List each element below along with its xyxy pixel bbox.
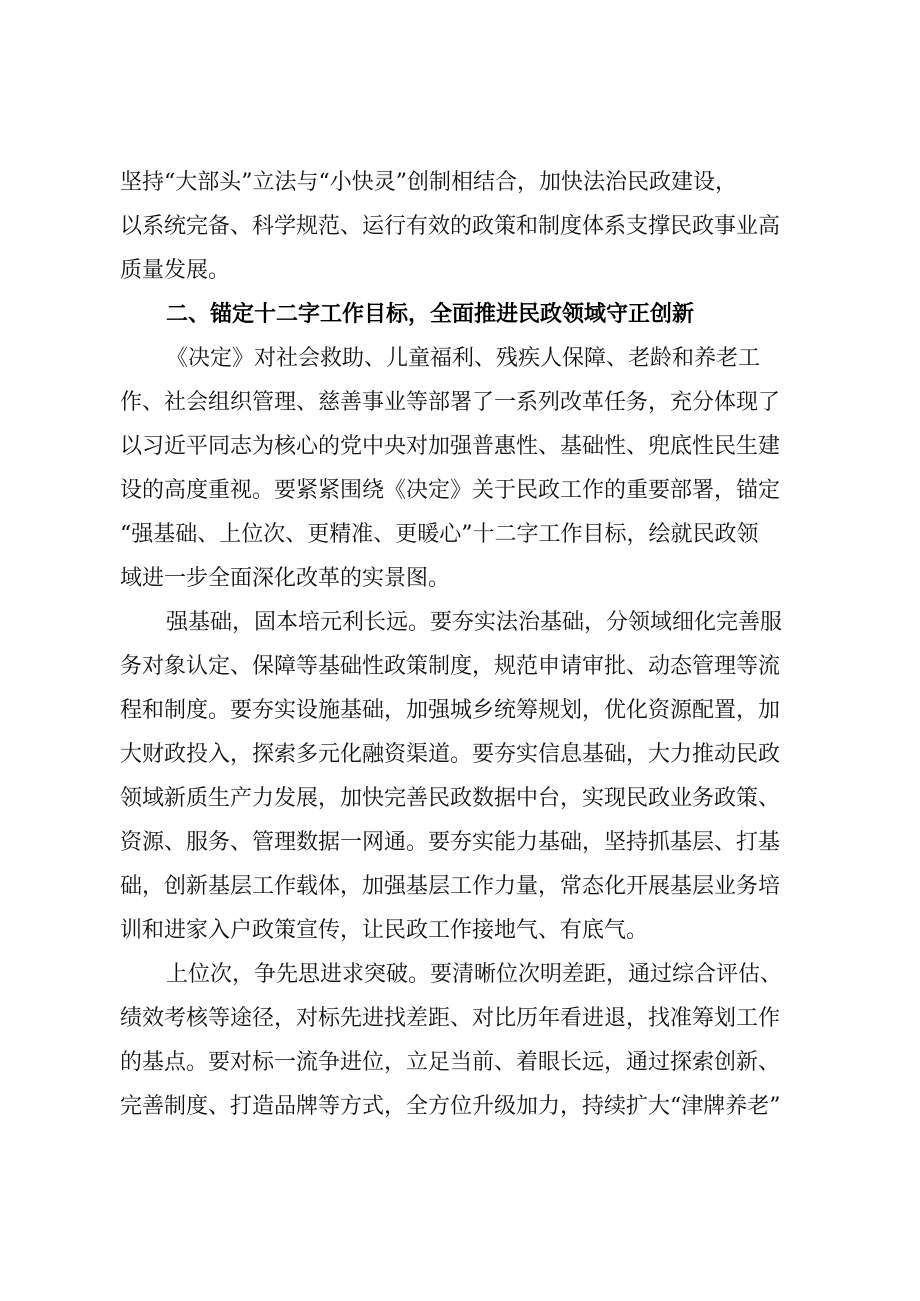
text-line: 以习近平同志为核心的党中央对加强普惠性、基础性、兜底性民生建 — [120, 434, 781, 459]
text-line: 质量发展。 — [120, 258, 231, 283]
text-line: 强基础，固本培元利长远。要夯实法治基础，分领域细化完善服 — [166, 610, 783, 635]
section-heading: 二、锚定十二字工作目标，全面推进民政领域守正创新 — [166, 302, 695, 327]
text-line: 领域新质生产力发展，加快完善民政数据中台，实现民政业务政策、 — [120, 786, 781, 811]
text-line: 上位次，争先思进求突破。要清晰位次明差距，通过综合评估、 — [166, 962, 783, 987]
text-line: 资源、服务、管理数据一网通。要夯实能力基础，坚持抓基层、打基 — [120, 830, 781, 855]
text-line: 以系统完备、科学规范、运行有效的政策和制度体系支撑民政事业高 — [120, 214, 781, 239]
text-line: 训和进家入户政策宣传，让民政工作接地气、有底气。 — [120, 918, 649, 943]
text-line: 坚持“大部头”立法与“小快灵”创制相结合，加快法治民政建设， — [120, 170, 737, 195]
text-line: 务对象认定、保障等基础性政策制度，规范申请审批、动态管理等流 — [120, 654, 781, 679]
text-line: 完善制度、打造品牌等方式，全方位升级加力，持续扩大“津牌养老” — [120, 1094, 781, 1119]
text-line: 的基点。要对标一流争进位，立足当前、着眼长远，通过探索创新、 — [120, 1050, 781, 1075]
text-line: 《决定》对社会救助、儿童福利、残疾人保障、老龄和养老工 — [166, 346, 761, 371]
text-line: 绩效考核等途径，对标先进找差距、对比历年看进退，找准筹划工作 — [120, 1006, 781, 1031]
text-line: 域进一步全面深化改革的实景图。 — [120, 566, 451, 591]
text-line: 设的高度重视。要紧紧围绕《决定》关于民政工作的重要部署，锚定 — [120, 478, 781, 503]
text-line: 作、社会组织管理、慈善事业等部署了一系列改革任务，充分体现了 — [120, 390, 781, 415]
text-line: 程和制度。要夯实设施基础，加强城乡统筹规划，优化资源配置，加 — [120, 698, 781, 723]
text-line: 大财政投入，探索多元化融资渠道。要夯实信息基础，大力推动民政 — [120, 742, 781, 767]
text-line: “强基础、上位次、更精准、更暖心”十二字工作目标，绘就民政领 — [120, 522, 759, 547]
text-line: 础，创新基层工作载体，加强基层工作力量，常态化开展基层业务培 — [120, 874, 781, 899]
